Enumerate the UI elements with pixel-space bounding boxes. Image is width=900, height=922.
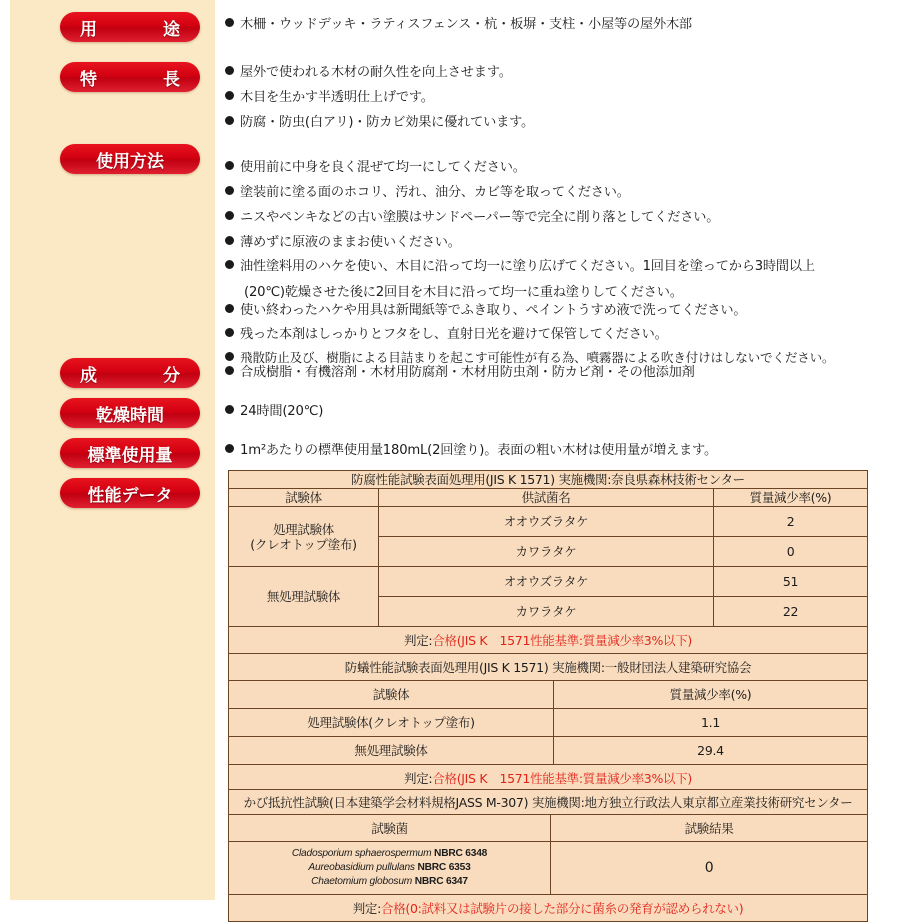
badge-how-to-use <box>60 144 200 174</box>
bullet-icon <box>225 161 234 170</box>
bullet-icon <box>225 186 234 195</box>
table-row <box>229 507 868 537</box>
antirot-specimen-untreated: 無処理試験体 <box>229 567 379 627</box>
bullet-icon <box>225 211 234 220</box>
fungus-entry <box>231 861 548 875</box>
antirot-fungus-cell: カワラタケ <box>379 597 714 627</box>
bullet-icon <box>225 66 234 75</box>
bullet-icon <box>225 260 234 269</box>
badge-label: 性能データ <box>87 485 173 506</box>
usage-text: 残った本剤はしっかりとフタをし、直射日光を避けて保管してください。 <box>240 327 668 342</box>
badge-char: 特 <box>80 69 97 90</box>
usage-text: 使い終わったハケや用具は新聞紙等でふき取り、ペイントうすめ液で洗ってください。 <box>240 303 747 318</box>
drying-time-text: 24時間(20℃) <box>240 404 324 419</box>
usage-item <box>225 160 526 177</box>
section-badges <box>10 0 215 900</box>
bullet-icon <box>225 116 234 125</box>
verdict-prefix: 判定: <box>404 633 433 648</box>
antirot-value-cell: 0 <box>714 537 868 567</box>
usage-item <box>225 327 668 344</box>
antirot-value-cell: 2 <box>714 507 868 537</box>
specimen-line1: 処理試験体 <box>272 521 334 537</box>
usage-text-continuation: (20℃)乾燥させた後に2回目を木目に沿って均一に重ね塗りしてください。 <box>244 285 683 300</box>
table-row <box>229 567 868 597</box>
antitermite-value-treated: 1.1 <box>554 709 868 737</box>
usage-text: 塗装前に塗る面のホコリ、汚れ、油分、カビ等を取ってください。 <box>240 185 630 200</box>
drying-time-item <box>225 404 323 421</box>
ingredient-text: 合成樹脂・有機溶剤・木材用防腐剤・木材用防虫剤・防カビ剤・その他添加剤 <box>240 365 695 380</box>
antirot-test-table <box>228 470 868 655</box>
usage-item <box>225 350 834 366</box>
bullet-icon <box>225 328 234 337</box>
verdict-result: 合格(0:試料又は試験片の接した部分に菌糸の発育が認められない) <box>381 900 744 916</box>
table-row <box>229 471 868 489</box>
feature-text: 屋外で使われる木材の耐久性を向上させます。 <box>240 65 512 80</box>
coverage-item <box>225 443 717 460</box>
antirot-value-cell: 22 <box>714 597 868 627</box>
bullet-icon <box>225 236 234 245</box>
usage-item <box>225 235 461 252</box>
fungus-sci-name: Aureobasidium pullulans <box>308 862 415 874</box>
table-row <box>229 489 868 507</box>
antirot-header-fungus: 供試菌名 <box>379 489 714 507</box>
ingredient-item <box>225 365 695 382</box>
badge-drying-time <box>60 398 200 428</box>
feature-text: 防腐・防虫(白アリ)・防カビ効果に優れています。 <box>240 115 535 130</box>
badge-purpose <box>60 12 200 42</box>
purpose-text: 木柵・ウッドデッキ・ラティスフェンス・杭・板塀・支柱・小屋等の屋外木部 <box>240 17 692 32</box>
bullet-icon <box>225 352 234 361</box>
fungus-sci-name: Chaetomium globosum <box>311 875 413 887</box>
badge-char: 分 <box>163 365 180 386</box>
fungus-code: NBRC 6353 <box>417 862 471 874</box>
usage-item <box>225 303 746 320</box>
badge-performance <box>60 478 200 508</box>
feature-text: 木目を生かす半透明仕上げです。 <box>240 90 434 105</box>
antitermite-title: 防蟻性能試験表面処理用(JIS K 1571) 実施機関:一般財団法人建築研究協会 <box>229 654 868 681</box>
table-row <box>229 681 868 709</box>
bullet-icon <box>225 405 234 414</box>
bullet-icon <box>225 91 234 100</box>
badge-features <box>60 62 200 92</box>
table-row <box>229 654 868 681</box>
bullet-icon <box>225 366 234 375</box>
bullet-icon <box>225 18 234 27</box>
antimold-header-fungus: 試験菌 <box>229 815 551 842</box>
verdict-prefix: 判定: <box>404 771 433 786</box>
antitermite-specimen-treated: 処理試験体(クレオトップ塗布) <box>229 709 554 737</box>
badge-char: 長 <box>163 69 180 90</box>
purpose-item <box>225 17 692 34</box>
antirot-fungus-cell: カワラタケ <box>379 537 714 567</box>
usage-text: 薄めずに原液のままお使いください。 <box>240 235 461 250</box>
feature-item <box>225 65 512 82</box>
bullet-icon <box>225 304 234 313</box>
specimen-line2: (クレオトップ塗布) <box>250 536 357 552</box>
antirot-verdict <box>229 627 868 655</box>
usage-text: 飛散防止及び、樹脂による目詰まりを起こす可能性が有る為、噴霧器による吹き付けはしないでください。 <box>240 350 835 365</box>
table-row <box>229 815 868 842</box>
table-row <box>229 790 868 815</box>
bullet-icon <box>225 444 234 453</box>
antimold-verdict <box>229 895 868 922</box>
verdict-result: 合格(JIS K 1571性能基準:質量減少率3%以下) <box>432 633 693 648</box>
badge-label: 標準使用量 <box>87 445 173 466</box>
feature-item <box>225 115 534 132</box>
antirot-header-specimen: 試験体 <box>229 489 379 507</box>
fungus-sci-name: Cladosporium sphaerospermum <box>291 848 432 860</box>
badge-char: 用 <box>80 19 97 40</box>
antimold-result: 0 <box>551 842 868 895</box>
table-row <box>229 627 868 655</box>
antitermite-header-specimen: 試験体 <box>229 681 554 709</box>
antirot-title: 防腐性能試験表面処理用(JIS K 1571) 実施機関:奈良県森林技術センター <box>229 471 868 489</box>
antirot-fungus-cell: オオウズラタケ <box>379 567 714 597</box>
coverage-text: 1m²あたりの標準使用量180mL(2回塗り)。表面の粗い木材は使用量が増えます。 <box>240 443 717 458</box>
antimold-test-table <box>228 789 868 922</box>
verdict-result: 合格(JIS K 1571性能基準:質量減少率3%以下) <box>432 771 692 786</box>
antimold-fungus-list <box>229 842 551 895</box>
antitermite-value-untreated: 29.4 <box>554 737 868 765</box>
fungus-code: NBRC 6347 <box>414 875 468 887</box>
antirot-value-cell: 51 <box>714 567 868 597</box>
table-row <box>229 842 868 895</box>
usage-item <box>225 259 815 276</box>
usage-text: 油性塗料用のハケを使い、木目に沿って均一に塗り広げてください。1回目を塗ってから3時間以上 <box>240 259 815 274</box>
verdict-prefix: 判定: <box>352 900 381 916</box>
usage-item <box>225 185 630 202</box>
fungus-code: NBRC 6348 <box>434 848 488 860</box>
table-row <box>229 737 868 765</box>
usage-item <box>225 210 719 227</box>
badge-ingredients <box>60 358 200 388</box>
badge-coverage <box>60 438 200 468</box>
badge-label: 乾燥時間 <box>96 405 164 426</box>
antirot-specimen-treated <box>229 507 379 567</box>
table-row <box>229 895 868 922</box>
fungus-entry <box>231 875 548 889</box>
usage-text: 使用前に中身を良く混ぜて均一にしてください。 <box>240 160 526 175</box>
badge-label: 使用方法 <box>96 151 164 172</box>
antitermite-header-value: 質量減少率(%) <box>554 681 868 709</box>
antirot-header-value: 質量減少率(%) <box>714 489 868 507</box>
antimold-header-result: 試験結果 <box>551 815 868 842</box>
fungus-entry <box>231 847 548 861</box>
badge-char: 成 <box>80 365 97 386</box>
feature-item <box>225 90 434 107</box>
antirot-fungus-cell: オオウズラタケ <box>379 507 714 537</box>
antimold-title: かび抵抗性試験(日本建築学会材料規格JASS M-307) 実施機関:地方独立行政法人東京都立産業技術研究センター <box>229 790 868 815</box>
table-row <box>229 709 868 737</box>
antitermite-test-table <box>228 653 868 793</box>
antitermite-specimen-untreated: 無処理試験体 <box>229 737 554 765</box>
badge-char: 途 <box>163 19 180 40</box>
content-panel <box>225 0 900 916</box>
usage-text: ニスやペンキなどの古い塗膜はサンドペーパー等で完全に削り落としてください。 <box>240 210 720 225</box>
